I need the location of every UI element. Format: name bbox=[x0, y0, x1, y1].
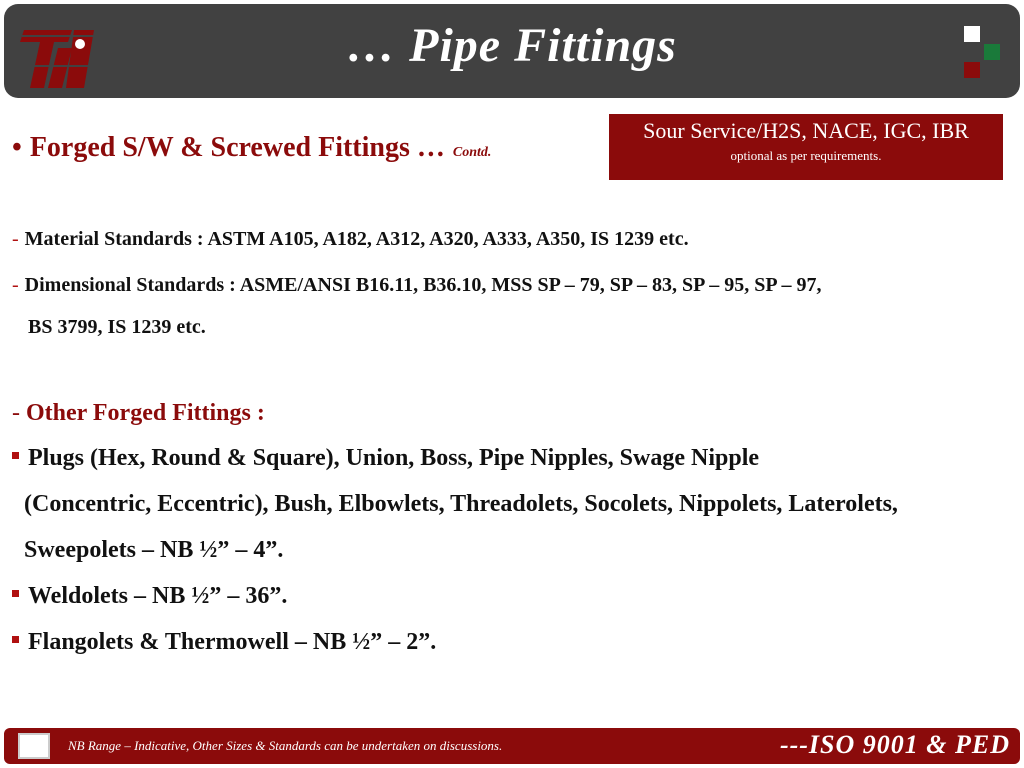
list-item-continued: Sweepolets – NB ½” – 4”. bbox=[24, 537, 284, 563]
page-title: … Pipe Fittings bbox=[347, 19, 677, 72]
list-item bbox=[12, 629, 436, 656]
list-item-text: Flangolets & Thermowell – NB ½” – 2”. bbox=[28, 629, 437, 655]
other-fittings-heading-text: Other Forged Fittings : bbox=[26, 400, 265, 426]
section-title-text: Forged S/W & Screwed Fittings … bbox=[29, 132, 445, 163]
material-standards bbox=[12, 228, 689, 251]
dimensional-standards-continued: BS 3799, IS 1239 etc. bbox=[28, 316, 206, 338]
dimensional-standards bbox=[12, 274, 822, 297]
footer-bar bbox=[4, 728, 1020, 764]
square-bullet-icon bbox=[12, 590, 19, 597]
bullet-icon: • bbox=[12, 132, 22, 163]
callout-line2: optional as per requirements. bbox=[730, 148, 882, 163]
list-item bbox=[12, 445, 759, 472]
material-standards-text: Material Standards : ASTM A105, A182, A312, A320, A333, A350, IS 1239 etc. bbox=[24, 228, 689, 250]
white-square bbox=[964, 26, 980, 42]
dash-marker: - bbox=[12, 274, 19, 296]
iso-label: ---ISO 9001 & PED bbox=[779, 730, 1010, 759]
green-square bbox=[984, 44, 1000, 60]
list-item-continued: (Concentric, Eccentric), Bush, Elbowlets, Threadolets, Socolets, Nippolets, Laterolets, bbox=[24, 491, 898, 517]
contd-label: Contd. bbox=[452, 145, 492, 160]
other-fittings-heading bbox=[12, 400, 265, 427]
footer-box-icon bbox=[18, 733, 50, 759]
header-bar bbox=[4, 4, 1020, 98]
list-item bbox=[12, 583, 287, 610]
decorative-squares bbox=[964, 26, 1004, 82]
red-square bbox=[964, 62, 980, 78]
square-bullet-icon bbox=[12, 452, 19, 459]
dash-marker: - bbox=[12, 228, 19, 250]
footer-note: NB Range – Indicative, Other Sizes & Standards can be undertaken on discussions. bbox=[68, 738, 503, 753]
callout-box bbox=[609, 114, 1003, 180]
dash-marker: - bbox=[12, 400, 20, 426]
callout-line1: Sour Service/H2S, NACE, IGC, IBR bbox=[643, 118, 969, 143]
square-bullet-icon bbox=[12, 636, 19, 643]
section-title bbox=[12, 132, 491, 164]
dimensional-standards-text: Dimensional Standards : ASME/ANSI B16.11, B36.10, MSS SP – 79, SP – 83, SP – 95, SP – 97, bbox=[24, 274, 822, 296]
list-item-text: Weldolets – NB ½” – 36”. bbox=[28, 583, 288, 609]
list-item-text: Plugs (Hex, Round & Square), Union, Boss, Pipe Nipples, Swage Nipple bbox=[28, 445, 760, 471]
